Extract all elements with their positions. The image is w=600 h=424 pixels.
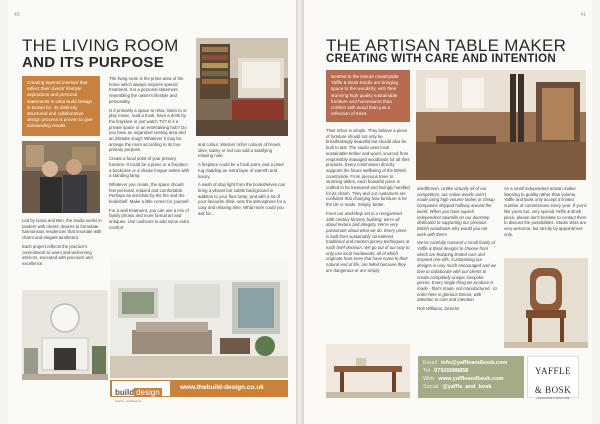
web-row: Web www.yaffleandbosk.com — [423, 376, 504, 382]
social-row: Social @yaffle_and_bosk — [423, 384, 492, 390]
right-column-3 — [504, 186, 588, 240]
page-subtitle: CREATING WITH CARE AND INTENTION — [326, 53, 557, 65]
fireplace-room-photo — [22, 290, 108, 380]
yaffle-bosk-logo: YAFFLE & BOSK HANDMADE FURNITURE — [527, 356, 579, 398]
spine-gutter — [296, 0, 304, 424]
web-link[interactable]: www.yaffleandbosk.com — [438, 376, 504, 382]
social-link[interactable]: @yaffle_and_bosk — [442, 384, 492, 390]
designers-photo — [22, 141, 100, 213]
paragraph: We've carefully nurtured a small family of Yaffle & Bosk designs to choose from which are featuring limited runs and inspired one-offs. Customising our designs is very much encouraged and we love to collaborate with our clients to create completely unique, bespoke pieces. Every single thing we produce is made - that's made, not manufactured - to order here in glorious Devon, with attention to care and intention. — [417, 240, 497, 303]
paragraph: Led by Ivana and Ben, the studio works in tandem with clients' desires to formulate harmonious residences that resonate with charm and elegant aesthetics. — [22, 218, 102, 241]
left-page — [8, 0, 296, 424]
email-row: Email info@yaffleandbosk.com — [423, 360, 508, 366]
advertiser-url[interactable]: www.thebuild-design.co.uk — [180, 384, 264, 391]
page-title: THE ARTISAN TABLE MAKER — [326, 36, 567, 55]
paragraph: A fireplace could be a focal point, and a pited rug cladding an extra layer of warmth and luxury. — [198, 162, 284, 179]
intro-box: Creating layered interiors that reflect their clients' lifestyle aspirations and personal statements is what Build Design is known for. Its distinctly structured and collaborative design process is proven to give outstanding results. — [22, 76, 100, 136]
left-lower-text — [22, 218, 102, 270]
left-column-3 — [198, 142, 286, 219]
email-link[interactable]: info@yaffleandbosk.com — [441, 360, 508, 366]
page-number-left: 40 — [14, 12, 20, 18]
paragraph: For a wall treatment, you can use a mix of family photos and more formal art and antiques. Use cushions to add some extra comfort — [109, 207, 190, 230]
open-plan-room-photo — [110, 260, 288, 378]
right-page — [304, 0, 592, 424]
tel-row: Tel 07920088858 — [423, 368, 469, 374]
contact-box — [418, 356, 524, 398]
tel-link[interactable]: 07920088858 — [434, 368, 469, 374]
page-subtitle: AND ITS PURPOSE — [22, 54, 165, 71]
paragraph: Create a focal point of your primary function. It could be a piano or a fireplace, a bookcase or a chaise longue settee with a standing lamp. — [109, 156, 190, 179]
page-title: THE LIVING ROOM — [22, 36, 179, 55]
dining-table-photo — [326, 344, 410, 398]
intro-box: Nestled in the leisure countryside Yaffle & Bosk Studio are bringing space to the woodstry, with their stunning high quality sustainable furniture and homewares than craftinn with wood than just a reflection of trees. — [326, 70, 410, 122]
right-column-1 — [326, 128, 410, 277]
paragraph: Their ethos is simple. They believe a piece of furniture should not only be breathtakingly beautiful but should also be built to last. The studio uses local sustainable timber and wood, sourced from responsibly managed woodlands for all their products. Every commission directly supports the future wellbeing of the British countryside. From precious trees to stunning tables, each beautiful piece is crafted to be treasured and lovingly handled for its charm. They and our customers are confident that changing how furniture is for the UK is made. Simply, better. — [326, 128, 410, 208]
paragraph: Rob Williams, Director — [417, 306, 460, 312]
build-design-logo: build design interior + architecture — [112, 381, 170, 396]
workshop-interior-photo — [416, 70, 586, 180]
paragraph: Each project reflects the practice's commitment to warm and welcoming interiors, executed with precision and excellence. — [22, 243, 93, 266]
paragraph: As a small independent artisan maker listening to quality rather than volume, Yaffle and Bosk only accept a limited number of commissions every year. If you'd like yours too, very special Yaffle & Bosk piece, please don't hesitate to contact them to discuss the possibilities. Studio visits are very welcome, but strictly by appointment only. — [504, 186, 587, 237]
paragraph: Whatever you create, the space should feel personal, relaxed and comfortable. Perhaps an armchair by the fire and the bookshelf. Make a little corner for yourself. — [109, 181, 190, 205]
paragraph: Is it primarily a space to relax, listen to or play music, read a book, have a drink by the fireplace or just watch TV? Is it a private space or an entertaining hub? Do you have an organised seating area and an intimate snug? Whatever it may be, arrange the room according to its true primary purpose. — [109, 107, 187, 153]
chair-photo — [504, 258, 588, 348]
paragraph: A wash of stop light from the bookshelves can bring a vibrant but subtle background in addition to your floor lamp, and with a lot of your favourite drink, sets the atmosphere for a cosy and relaxing time. What more could you ask for... — [198, 182, 286, 216]
page-number-right: 41 — [580, 12, 586, 18]
living-room-photo — [196, 38, 288, 136]
paragraph: windthrown. Unlike virtually all of our competitors, our native woods aren't made using high volume timber or cheap companies shipped halfway around the world. When you have superb independent sawmills on our doorstep dedicated to supporting our precious British woodlands why would you not work with them! — [417, 186, 495, 237]
right-column-2 — [417, 186, 497, 315]
left-column-2 — [109, 76, 191, 234]
paragraph: The living room is the prime area of the home which always requires special treatment. It is a personal statement resembling the owner's lifestyle and personality. — [109, 76, 184, 104]
paragraph: and colour. Warmer richer colours of brown, olive, tawny or red can add a satisfying relaxing note. — [198, 142, 282, 159]
paragraph: From our workshop set in a reorganised 18th century farmery building, we're all about texture and integrity. We're very passionate about what we do. Every piece is built from sustainably considered traditional and modern joinery techniques at each brief decision. We go out of our way to only use local hardwoods, all of which originate from trees that have come to their natural end of life, are felled because they are dangerous or are simply — [326, 210, 410, 273]
